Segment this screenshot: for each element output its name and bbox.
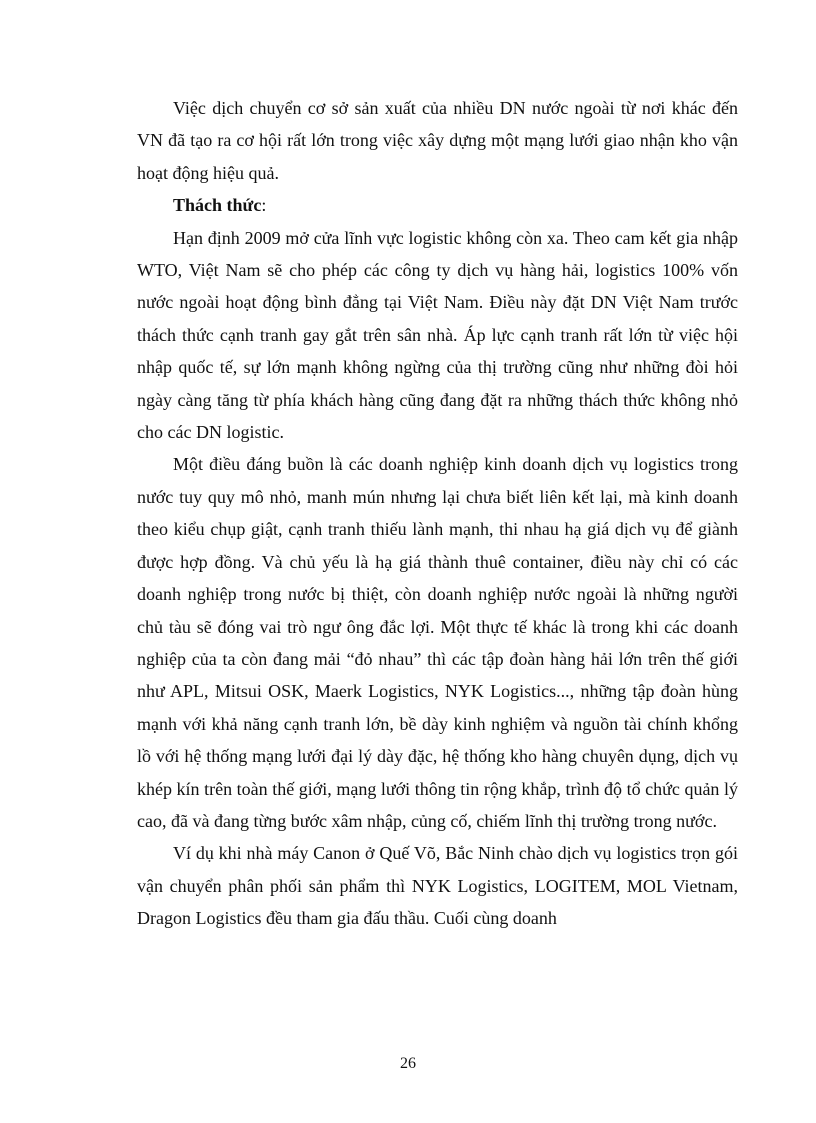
document-body	[137, 92, 738, 935]
section-heading	[137, 189, 738, 221]
heading-colon: :	[261, 195, 267, 216]
paragraph-canon-example: Ví dụ khi nhà máy Canon ở Quế Võ, Bắc Ninh chào dịch vụ logistics trọn gói vận chuyển phân phối sản phẩm thì NYK Logistics, LOGITEM, MOL Vietnam, Dragon Logistics đều tham gia đấu thầu. Cuối cùng doanh	[137, 843, 738, 929]
page-number: 26	[400, 1055, 416, 1072]
paragraph-domestic-competition: Một điều đáng buồn là các doanh nghiệp kinh doanh dịch vụ logistics trong nước tuy quy mô nhỏ, manh mún nhưng lại chưa biết liên kết lại, mà kinh doanh theo kiểu chụp giật, cạnh tranh thiếu lành mạnh, thi nhau hạ giá dịch vụ để giành được hợp đồng. Và chủ yếu là hạ giá thành thuê container, điều này chỉ có các doanh nghiệp trong nước bị thiệt, còn doanh nghiệp nước ngoài là những người chủ tàu sẽ đóng vai trò ngư ông đắc lợi. Một thực tế khác là trong khi các doanh nghiệp của ta còn đang mải “đỏ nhau” thì các tập đoàn hàng hải lớn trên thế giới như APL, Mitsui OSK, Maerk Logistics, NYK Logistics..., những tập đoàn hùng mạnh với khả năng cạnh tranh lớn, bề dày kinh nghiệm và nguồn tài chính khổng lồ với hệ thống mạng lưới đại lý dày đặc, hệ thống kho hàng chuyên dụng, dịch vụ khép kín trên toàn thế giới, mạng lưới thông tin rộng khắp, trình độ tổ chức quản lý cao, đã và đang từng bước xâm nhập, củng cố, chiếm lĩnh thị trường trong nước.	[137, 454, 738, 831]
paragraph-opportunity: Việc dịch chuyển cơ sở sản xuất của nhiều DN nước ngoài từ nơi khác đến VN đã tạo ra cơ hội rất lớn trong việc xây dựng một mạng lưới giao nhận kho vận hoạt động hiệu quả.	[137, 98, 738, 183]
paragraph-challenge-wto: Hạn định 2009 mở cửa lĩnh vực logistic không còn xa. Theo cam kết gia nhập WTO, Việt Nam sẽ cho phép các công ty dịch vụ hàng hải, logistics 100% vốn nước ngoài hoạt động bình đẳng tại Việt Nam. Điều này đặt DN Việt Nam trước thách thức cạnh tranh gay gắt trên sân nhà. Áp lực cạnh tranh rất lớn từ việc hội nhập quốc tế, sự lớn mạnh không ngừng của thị trường cũng như những đòi hỏi ngày càng tăng từ phía khách hàng cũng đang đặt ra những thách thức không nhỏ cho các DN logistic.	[137, 227, 738, 443]
heading-text: Thách thức	[173, 195, 262, 216]
